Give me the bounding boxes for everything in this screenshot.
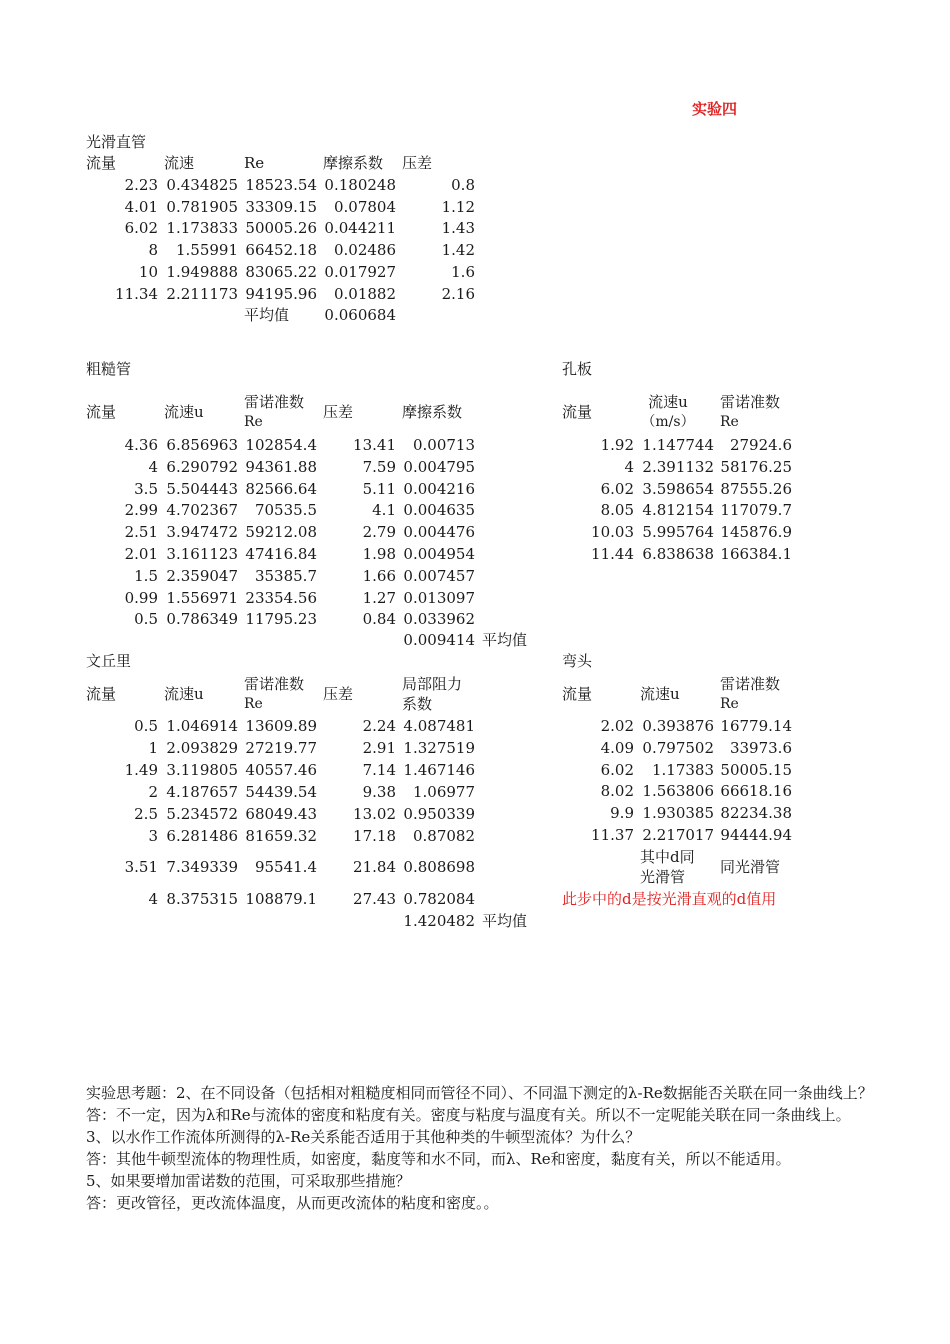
cell-flow: 1.49: [124, 761, 158, 779]
cell-value-b: 0.004954: [403, 545, 475, 563]
elbow-header-re: [720, 674, 780, 714]
cell-value-b: 0.782084: [403, 890, 475, 908]
cell-re: 82566.64: [245, 479, 317, 498]
cell-speed: 3.598654: [642, 479, 714, 498]
cell-re: 68049.43: [245, 805, 317, 823]
cell-speed: 4.812154: [642, 501, 714, 520]
cell-friction: 0.01882: [333, 284, 396, 303]
cell-flow: 0.5: [134, 610, 158, 629]
rough-header-re-line1: 雷诺准数: [244, 393, 305, 411]
cell-speed: 0.434825: [166, 176, 238, 194]
cell-re: 108879.1: [245, 890, 317, 908]
cell-re: 94361.88: [245, 457, 317, 476]
cell-friction: 0.180248: [324, 176, 396, 194]
cell-flow: 3.51: [124, 858, 158, 876]
cell-flow: 1.92: [600, 436, 634, 454]
cell-re: 70535.5: [254, 501, 317, 520]
orifice-header-re: [720, 392, 780, 432]
qa-line: 答：更改管径，更改流体温度，从而更改流体的粘度和密度。。: [86, 1194, 499, 1212]
venturi-header-speed: 流速u: [164, 685, 204, 703]
cell-re: 82234.38: [720, 804, 792, 823]
cell-value-b: 0.013097: [403, 588, 475, 607]
cell-speed: 4.187657: [166, 783, 238, 801]
rough-avg-label: 平均值: [482, 631, 528, 649]
cell-value-a: 1.27: [362, 588, 396, 607]
cell-speed: 3.947472: [166, 523, 238, 542]
venturi-header-re-line2: Re: [244, 696, 263, 712]
cell-speed: 2.211173: [166, 284, 238, 303]
elbow-note-d: [640, 847, 695, 887]
cell-value-b: 0.004216: [403, 479, 475, 498]
cell-re: 18523.54: [245, 176, 317, 194]
cell-value-a: 27.43: [353, 890, 396, 908]
cell-dp: 0.8: [451, 176, 475, 194]
cell-speed: 6.838638: [642, 545, 714, 563]
cell-dp: 1.6: [451, 262, 475, 281]
cell-flow: 10.03: [591, 523, 634, 542]
cell-flow: 4.36: [124, 436, 158, 454]
cell-flow: 11.34: [115, 284, 158, 303]
cell-speed: 0.786349: [166, 610, 238, 629]
rough-header-friction: 摩擦系数: [402, 403, 463, 421]
elbow-note-d-line1: 其中d同: [640, 848, 695, 866]
cell-speed: 1.147744: [642, 436, 714, 454]
cell-flow: 6.02: [600, 760, 634, 779]
cell-speed: 6.281486: [166, 827, 238, 845]
elbow-header-re-line1: 雷诺准数: [720, 675, 781, 693]
cell-speed: 2.391132: [642, 457, 714, 476]
venturi-header-resistance-line2: 系数: [402, 695, 433, 713]
cell-friction: 0.017927: [324, 262, 396, 281]
cell-flow: 4: [148, 890, 158, 908]
cell-value-b: 0.007457: [403, 566, 475, 585]
cell-re: 102854.4: [245, 436, 317, 454]
cell-flow: 2.02: [600, 717, 634, 735]
cell-speed: 5.995764: [642, 523, 714, 542]
cell-flow: 2.23: [124, 176, 158, 194]
cell-re: 81659.32: [245, 827, 317, 845]
venturi-avg-label: 平均值: [482, 912, 528, 930]
cell-speed: 3.119805: [166, 761, 238, 779]
cell-value-a: 1.66: [362, 566, 396, 585]
cell-speed: 0.797502: [642, 738, 714, 757]
cell-speed: 5.504443: [166, 479, 238, 498]
rough-header-re-line2: Re: [244, 414, 263, 430]
cell-re: 50005.26: [245, 219, 317, 238]
orifice-title: 孔板: [562, 360, 593, 378]
cell-speed: 8.375315: [166, 890, 238, 908]
cell-friction: 0.07804: [333, 197, 396, 216]
cell-flow: 11.37: [591, 826, 634, 844]
cell-re: 66618.16: [720, 782, 792, 801]
cell-flow: 2: [148, 783, 158, 801]
cell-re: 27219.77: [245, 739, 317, 757]
cell-dp: 1.12: [441, 197, 475, 216]
venturi-title: 文丘里: [86, 652, 132, 670]
cell-flow: 0.99: [124, 588, 158, 607]
cell-value-a: 5.11: [362, 479, 396, 498]
cell-re: 11795.23: [245, 610, 317, 629]
cell-re: 33973.6: [729, 738, 792, 757]
smooth-header-re: Re: [244, 154, 265, 172]
orifice-header-re-line1: 雷诺准数: [720, 393, 781, 411]
cell-friction: 0.044211: [324, 219, 396, 238]
cell-speed: 1.930385: [642, 804, 714, 823]
orifice-header-speed: [634, 392, 702, 432]
cell-flow: 8: [148, 241, 158, 260]
cell-speed: 0.781905: [166, 197, 238, 216]
rough-header-dp: 压差: [323, 403, 354, 421]
cell-speed: 6.856963: [166, 436, 238, 454]
cell-re: 33309.15: [245, 197, 317, 216]
orifice-header-flow: 流量: [562, 403, 593, 421]
cell-value-a: 1.98: [362, 545, 396, 563]
cell-speed: 4.702367: [166, 501, 238, 520]
venturi-header-re-line1: 雷诺准数: [244, 675, 305, 693]
cell-value-a: 13.02: [353, 805, 396, 823]
rough-avg-value: 0.009414: [403, 631, 475, 649]
cell-flow: 0.5: [134, 717, 158, 735]
cell-re: 94444.94: [720, 826, 792, 844]
page-title: 实验四: [692, 100, 738, 118]
cell-flow: 2.01: [124, 545, 158, 563]
cell-re: 58176.25: [720, 457, 792, 476]
elbow-header-re-line2: Re: [720, 696, 739, 712]
cell-re: 40557.46: [245, 761, 317, 779]
cell-flow: 10: [138, 262, 158, 281]
cell-speed: 2.359047: [166, 566, 238, 585]
cell-flow: 9.9: [610, 804, 634, 823]
cell-flow: 2.99: [124, 501, 158, 520]
cell-speed: 1.563806: [642, 782, 714, 801]
cell-re: 66452.18: [245, 241, 317, 260]
qa-line: 答：其他牛顿型流体的物理性质，如密度，黏度等和水不同，而λ、Re和密度，黏度有关，所以不能适用。: [86, 1150, 791, 1168]
cell-flow: 3: [148, 827, 158, 845]
elbow-header-speed: 流速u: [640, 685, 680, 703]
cell-flow: 6.02: [600, 479, 634, 498]
orifice-header-speed-line2: （m/s）: [641, 414, 695, 430]
elbow-note-d-line2: 光滑管: [640, 868, 686, 886]
cell-speed: 3.161123: [166, 545, 238, 563]
cell-speed: 5.234572: [166, 805, 238, 823]
cell-re: 59212.08: [245, 523, 317, 542]
cell-value-b: 1.327519: [403, 739, 475, 757]
cell-value-b: 1.06977: [412, 783, 475, 801]
cell-speed: 0.393876: [642, 717, 714, 735]
cell-value-b: 0.004476: [403, 523, 475, 542]
elbow-header-flow: 流量: [562, 685, 593, 703]
cell-value-b: 0.808698: [403, 858, 475, 876]
cell-re: 54439.54: [245, 783, 317, 801]
cell-value-a: 2.91: [362, 739, 396, 757]
rough-pipe-title: 粗糙管: [86, 360, 132, 378]
cell-value-a: 9.38: [362, 783, 396, 801]
cell-speed: 7.349339: [166, 858, 238, 876]
smooth-pipe-title: 光滑直管: [86, 133, 147, 151]
cell-value-a: 0.84: [362, 610, 396, 629]
cell-value-a: 4.1: [372, 501, 396, 520]
cell-flow: 3.5: [134, 479, 158, 498]
smooth-header-dp: 压差: [402, 154, 433, 172]
cell-flow: 4: [624, 457, 634, 476]
rough-header-speed: 流速u: [164, 403, 204, 421]
cell-flow: 6.02: [124, 219, 158, 238]
cell-re: 145876.9: [720, 523, 792, 542]
smooth-avg-label: 平均值: [244, 306, 290, 324]
cell-value-b: 0.00713: [412, 436, 475, 454]
cell-flow: 8.02: [600, 782, 634, 801]
cell-re: 23354.56: [245, 588, 317, 607]
cell-flow: 11.44: [591, 545, 634, 563]
cell-speed: 1.17383: [651, 760, 714, 779]
cell-flow: 1.5: [134, 566, 158, 585]
venturi-header-resistance: [402, 674, 462, 714]
qa-line: 3、以水作工作流体所测得的λ-Re关系能否适用于其他种类的牛顿型流体？为什么？: [86, 1128, 641, 1146]
qa-line: 5、如果要增加雷诺数的范围，可采取那些措施？: [86, 1172, 411, 1190]
cell-flow: 8.05: [600, 501, 634, 520]
cell-re: 87555.26: [720, 479, 792, 498]
rough-header-re: [244, 392, 304, 432]
cell-flow: 4.09: [600, 738, 634, 757]
cell-re: 50005.15: [720, 760, 792, 779]
cell-re: 166384.1: [720, 545, 792, 563]
cell-re: 27924.6: [729, 436, 792, 454]
elbow-note-red: 此步中的d是按光滑直观的d值用: [562, 890, 777, 908]
cell-dp: 1.42: [441, 241, 475, 260]
cell-speed: 2.093829: [166, 739, 238, 757]
cell-value-b: 0.950339: [403, 805, 475, 823]
cell-value-b: 4.087481: [403, 717, 475, 735]
venturi-header-resistance-line1: 局部阻力: [402, 675, 463, 693]
elbow-title: 弯头: [562, 652, 593, 670]
cell-re: 16779.14: [720, 717, 792, 735]
cell-value-a: 7.59: [362, 457, 396, 476]
cell-flow: 2.51: [124, 523, 158, 542]
smooth-avg-value: 0.060684: [324, 306, 396, 324]
cell-re: 117079.7: [720, 501, 792, 520]
cell-speed: 1.046914: [166, 717, 238, 735]
cell-value-a: 2.79: [362, 523, 396, 542]
cell-flow: 1: [148, 739, 158, 757]
cell-value-a: 2.24: [362, 717, 396, 735]
cell-speed: 1.949888: [166, 262, 238, 281]
elbow-note-smooth: 同光滑管: [720, 858, 781, 876]
cell-value-b: 0.004635: [403, 501, 475, 520]
orifice-header-re-line2: Re: [720, 414, 739, 430]
cell-friction: 0.02486: [333, 241, 396, 260]
qa-line: 实验思考题：2、在不同设备（包括相对粗糙度相同而管径不同）、不同温下测定的λ-Re数据能否关联在同一条曲线上？: [86, 1084, 873, 1102]
cell-re: 35385.7: [254, 566, 317, 585]
cell-re: 13609.89: [245, 717, 317, 735]
venturi-header-re: [244, 674, 304, 714]
cell-speed: 1.55991: [175, 241, 238, 260]
smooth-header-friction: 摩擦系数: [323, 154, 384, 172]
cell-value-a: 21.84: [353, 858, 396, 876]
cell-value-a: 13.41: [353, 436, 396, 454]
orifice-header-speed-line1: 流速u: [648, 393, 688, 411]
cell-speed: 2.217017: [642, 826, 714, 844]
cell-value-a: 7.14: [362, 761, 396, 779]
smooth-header-speed: 流速: [164, 154, 195, 172]
cell-flow: 4: [148, 457, 158, 476]
cell-speed: 1.173833: [166, 219, 238, 238]
qa-line: 答：不一定，因为λ和Re与流体的密度和粘度有关。密度与粘度与温度有关。所以不一定呢能关联在同一条曲线上。: [86, 1106, 851, 1124]
cell-dp: 1.43: [441, 219, 475, 238]
rough-header-flow: 流量: [86, 403, 117, 421]
cell-value-b: 0.87082: [412, 827, 475, 845]
cell-speed: 6.290792: [166, 457, 238, 476]
cell-flow: 4.01: [124, 197, 158, 216]
cell-flow: 2.5: [134, 805, 158, 823]
venturi-avg-value: 1.420482: [403, 912, 475, 930]
cell-re: 94195.96: [245, 284, 317, 303]
cell-value-b: 0.004795: [403, 457, 475, 476]
cell-value-a: 17.18: [353, 827, 396, 845]
cell-re: 95541.4: [254, 858, 317, 876]
cell-value-b: 0.033962: [403, 610, 475, 629]
cell-dp: 2.16: [441, 284, 475, 303]
cell-re: 83065.22: [245, 262, 317, 281]
venturi-header-flow: 流量: [86, 685, 117, 703]
venturi-header-dp: 压差: [323, 685, 354, 703]
cell-value-b: 1.467146: [403, 761, 475, 779]
smooth-header-flow: 流量: [86, 154, 117, 172]
cell-re: 47416.84: [245, 545, 317, 563]
cell-speed: 1.556971: [166, 588, 238, 607]
